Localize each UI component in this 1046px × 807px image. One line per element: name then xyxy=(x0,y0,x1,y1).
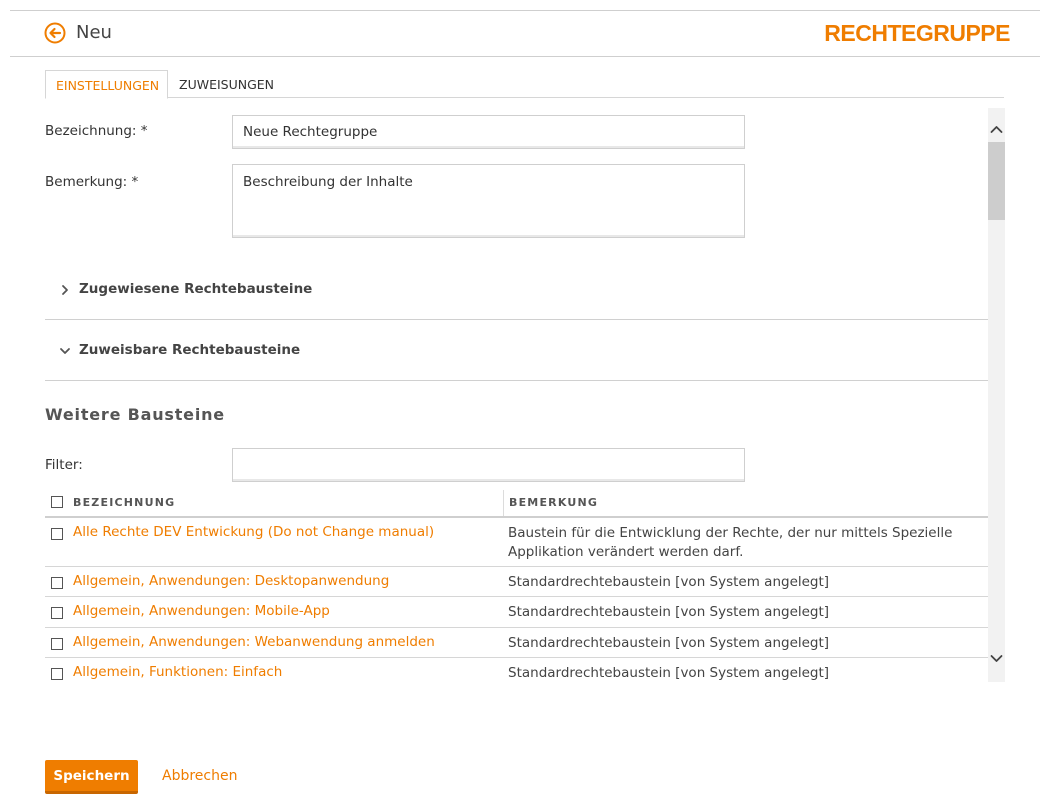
table-row[interactable] xyxy=(45,597,988,628)
row-remark: Standardrechtebaustein [von System angelegt] xyxy=(508,604,830,620)
scroll-container[interactable] xyxy=(45,108,1005,682)
bausteine-table xyxy=(45,488,988,682)
section-title: Zuweisbare Rechtebausteine xyxy=(79,342,301,358)
select-all-checkbox[interactable] xyxy=(51,496,63,508)
section-title: Zugewiesene Rechtebausteine xyxy=(79,281,313,297)
tab-zuweisungen[interactable]: ZUWEISUNGEN xyxy=(179,77,275,92)
table-row[interactable] xyxy=(45,658,988,682)
bezeichnung-input[interactable] xyxy=(232,115,745,149)
scrollbar-thumb[interactable] xyxy=(988,142,1005,220)
filter-input[interactable] xyxy=(232,448,745,482)
vertical-scrollbar[interactable] xyxy=(988,108,1005,682)
cancel-button[interactable]: Abbrechen xyxy=(162,768,238,784)
header-bar xyxy=(10,11,1040,57)
row-name-link[interactable]: Allgemein, Anwendungen: Desktopanwendung xyxy=(73,573,390,589)
scroll-down-icon[interactable] xyxy=(988,650,1005,667)
column-divider xyxy=(503,490,504,516)
section-zugewiesene-rechtebausteine[interactable] xyxy=(45,260,988,320)
filter-label: Filter: xyxy=(45,457,83,473)
row-checkbox[interactable] xyxy=(51,528,63,540)
entity-type-title: RECHTEGRUPPE xyxy=(824,20,1010,46)
back-arrow-icon[interactable] xyxy=(44,22,66,44)
column-header-bezeichnung[interactable]: BEZEICHNUNG xyxy=(73,496,176,509)
table-row[interactable] xyxy=(45,518,988,567)
bemerkung-label: Bemerkung: * xyxy=(45,174,139,190)
bezeichnung-label: Bezeichnung: * xyxy=(45,123,148,139)
row-name-link[interactable]: Allgemein, Anwendungen: Mobile-App xyxy=(73,603,330,619)
tab-bar xyxy=(45,70,1004,98)
weitere-bausteine-heading: Weitere Bausteine xyxy=(45,405,225,424)
row-checkbox[interactable] xyxy=(51,577,63,589)
bemerkung-textarea[interactable] xyxy=(232,164,745,238)
row-checkbox[interactable] xyxy=(51,638,63,650)
row-remark: Standardrechtebaustein [von System angelegt] xyxy=(508,665,830,681)
row-checkbox[interactable] xyxy=(51,668,63,680)
row-name-link[interactable]: Alle Rechte DEV Entwickung (Do not Change manual) xyxy=(73,524,435,540)
table-header xyxy=(45,488,988,518)
scroll-up-icon[interactable] xyxy=(988,121,1005,138)
row-remark: Baustein für die Entwicklung der Rechte, der nur mittels Spezielle Applikation verändert werden darf. xyxy=(508,525,953,560)
table-row[interactable] xyxy=(45,628,988,658)
save-button[interactable]: Speichern xyxy=(45,760,138,794)
row-remark: Standardrechtebaustein [von System angelegt] xyxy=(508,574,830,590)
row-name-link[interactable]: Allgemein, Funktionen: Einfach xyxy=(73,664,283,680)
tab-einstellungen[interactable]: EINSTELLUNGEN xyxy=(45,70,168,99)
column-header-bemerkung[interactable]: BEMERKUNG xyxy=(509,496,599,509)
page-title: Neu xyxy=(76,22,112,43)
row-remark: Standardrechtebaustein [von System angelegt] xyxy=(508,635,830,651)
section-zuweisbare-rechtebausteine[interactable] xyxy=(45,321,988,381)
row-name-link[interactable]: Allgemein, Anwendungen: Webanwendung anmelden xyxy=(73,634,435,650)
chevron-right-icon xyxy=(58,283,72,297)
table-row[interactable] xyxy=(45,567,988,597)
chevron-down-icon xyxy=(58,344,72,358)
row-checkbox[interactable] xyxy=(51,607,63,619)
